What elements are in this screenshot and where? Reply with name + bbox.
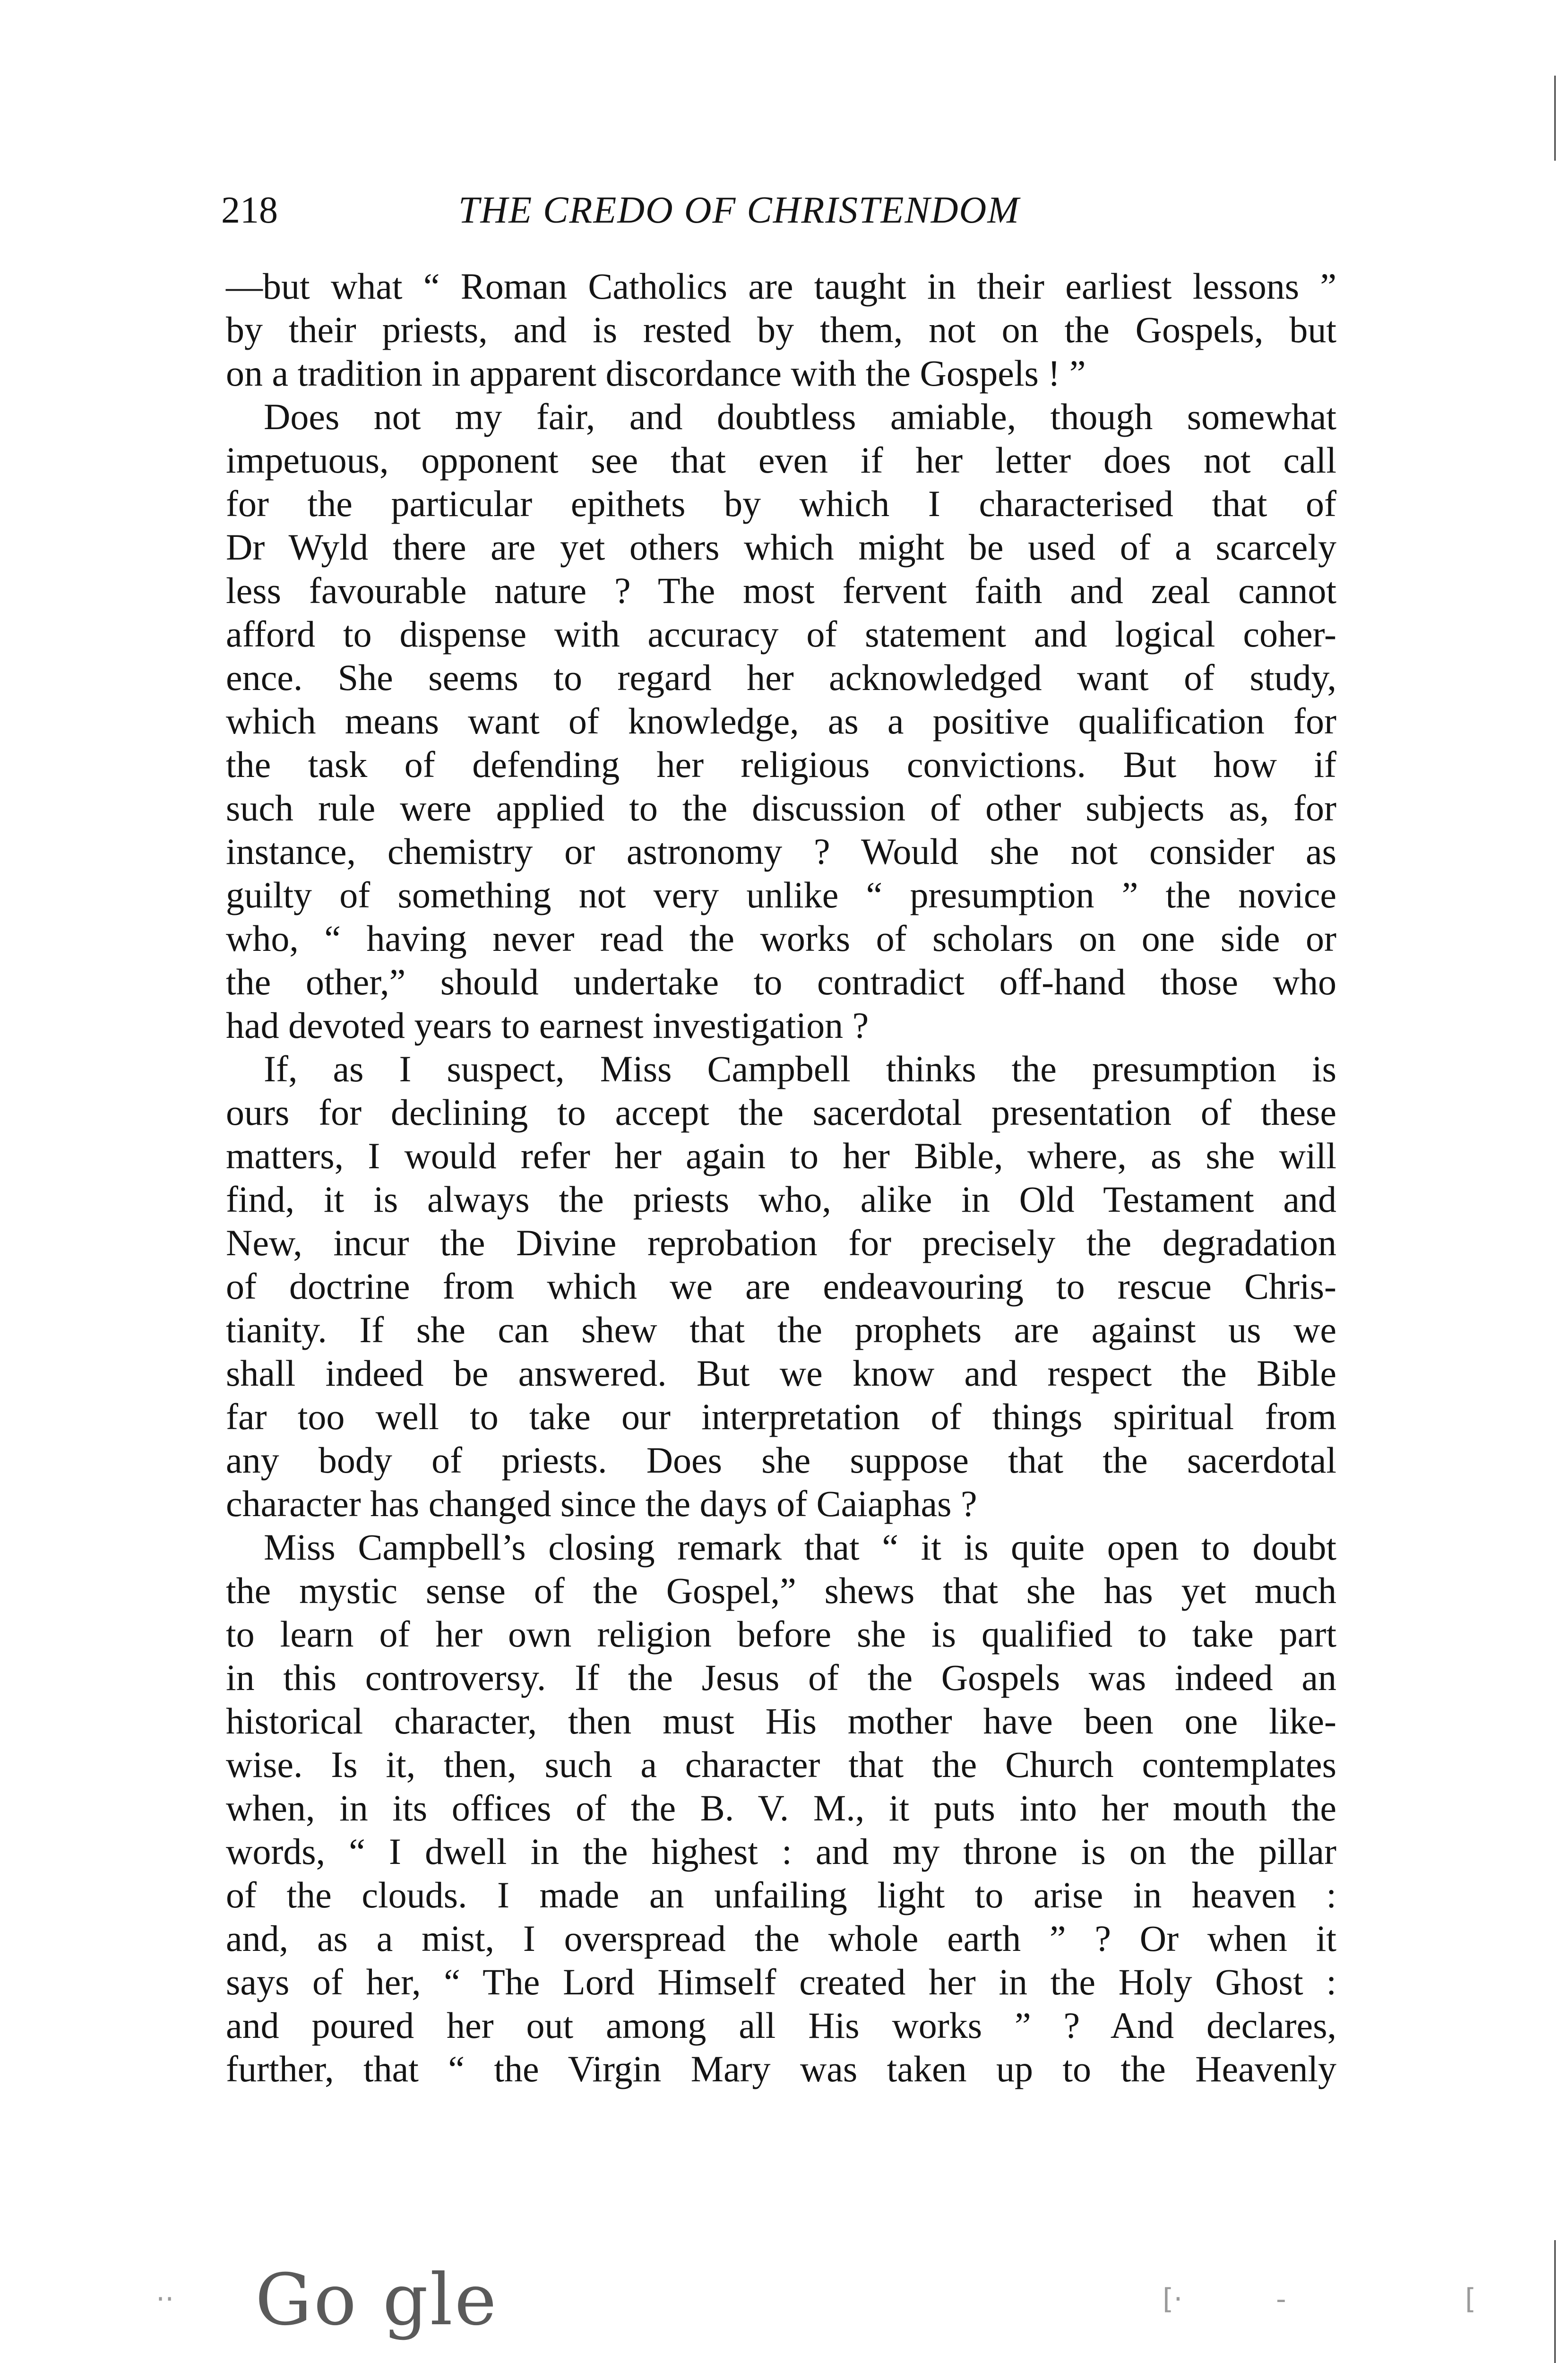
text-line: and, as a mist, I overspread the whole earth ” ? Or when it [226, 1918, 1336, 1959]
text-line: had devoted years to earnest investigation ? [226, 1005, 869, 1046]
text-line: New, incur the Divine reprobation for precisely the degradation [226, 1222, 1336, 1263]
running-head [221, 189, 1336, 246]
scan-smudge: ·· [156, 2283, 174, 2316]
text-line: by their priests, and is rested by them, not on the Gospels, but [226, 309, 1336, 350]
text-line: to learn of her own religion before she is qualified to take part [226, 1613, 1336, 1655]
text-line: Miss Campbell’s closing remark that “ it is quite open to doubt [264, 1526, 1336, 1568]
text-line: ours for declining to accept the sacerdotal presentation of these [226, 1092, 1336, 1133]
text-line: matters, I would refer her again to her Bible, where, as she will [226, 1135, 1336, 1176]
text-line: the mystic sense of the Gospel,” shews that she has yet much [226, 1570, 1336, 1611]
google-watermark: Go gle [255, 2259, 499, 2341]
page-edge-mark [1554, 76, 1556, 161]
text-line: the other,” should undertake to contradict off-hand those who [226, 961, 1336, 1002]
text-line: which means want of knowledge, as a positive qualification for [226, 700, 1336, 742]
text-line: far too well to take our interpretation of things spiritual from [226, 1396, 1336, 1437]
text-line: instance, chemistry or astronomy ? Would she not consider as [226, 831, 1336, 872]
text-line: historical character, then must His mother have been one like- [226, 1700, 1336, 1742]
text-line: on a tradition in apparent discordance with the Gospels ! ” [226, 353, 1086, 394]
text-line: ence. She seems to regard her acknowledged want of study, [226, 657, 1336, 698]
text-line: less favourable nature ? The most fervent faith and zeal cannot [226, 570, 1336, 611]
text-line: further, that “ the Virgin Mary was taken up to the Heavenly [226, 2048, 1336, 2089]
text-line: when, in its offices of the B. V. M., it puts into her mouth the [226, 1787, 1336, 1828]
text-line: such rule were applied to the discussion of other subjects as, for [226, 787, 1336, 828]
text-line: Dr Wyld there are yet others which might be used of a scarcely [226, 526, 1336, 568]
text-line: who, “ having never read the works of scholars on one side or [226, 918, 1336, 959]
text-line: for the particular epithets by which I characterised that of [226, 483, 1336, 524]
text-line: If, as I suspect, Miss Campbell thinks the presumption is [264, 1048, 1336, 1089]
text-line: —but what “ Roman Catholics are taught in their earliest lessons ” [226, 266, 1336, 307]
text-line: in this controversy. If the Jesus of the Gospels was indeed an [226, 1657, 1336, 1698]
text-line: of the clouds. I made an unfailing light to arise in heaven : [226, 1874, 1336, 1915]
scan-footer [0, 2259, 1568, 2354]
text-line: impetuous, opponent see that even if her letter does not call [226, 440, 1336, 481]
scan-smudge: - [1276, 2283, 1286, 2316]
text-line: character has changed since the days of Caiaphas ? [226, 1483, 977, 1524]
text-line: any body of priests. Does she suppose that the sacerdotal [226, 1440, 1336, 1481]
text-line: the task of defending her religious convictions. But how if [226, 744, 1336, 785]
text-line: of doctrine from which we are endeavouring to rescue Chris- [226, 1266, 1336, 1307]
text-line: guilty of something not very unlike “ presumption ” the novice [226, 874, 1336, 915]
text-line: and poured her out among all His works ” ? And declares, [226, 2005, 1336, 2046]
text-line: tianity. If she can shew that the prophets are against us we [226, 1309, 1336, 1350]
scan-smudge: [ [1465, 2283, 1476, 2316]
text-line: Does not my fair, and doubtless amiable, though somewhat [264, 396, 1336, 437]
body-text [226, 265, 1336, 2091]
running-title: THE CREDO OF CHRISTENDOM [458, 190, 1020, 231]
page-number: 218 [221, 190, 278, 231]
text-line: words, “ I dwell in the highest : and my throne is on the pillar [226, 1831, 1336, 1872]
scan-smudge: [· [1163, 2283, 1183, 2316]
text-line: find, it is always the priests who, alike in Old Testament and [226, 1179, 1336, 1220]
text-line: wise. Is it, then, such a character that the Church contemplates [226, 1744, 1336, 1785]
text-line: says of her, “ The Lord Himself created her in the Holy Ghost : [226, 1961, 1336, 2002]
text-line: afford to dispense with accuracy of statement and logical coher- [226, 613, 1336, 655]
text-line: shall indeed be answered. But we know and respect the Bible [226, 1353, 1336, 1394]
